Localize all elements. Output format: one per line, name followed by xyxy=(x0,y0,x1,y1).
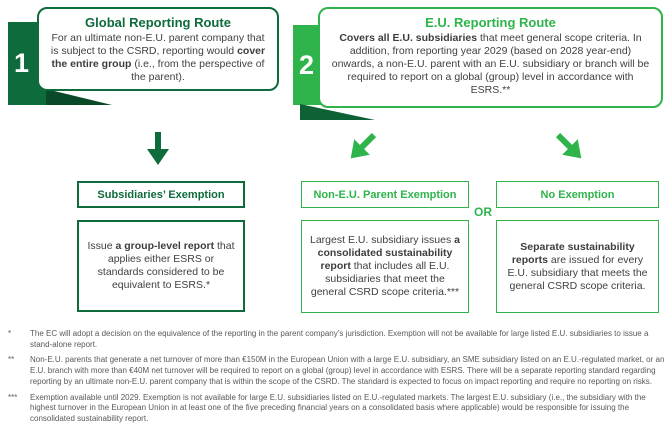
footnote-1-text: The EC will adopt a decision on the equivalence of the reporting in the parent company’s jurisdiction. Exemption will not be available for large listed E.U. subsidiaries to issue a stand-alone report. xyxy=(30,329,649,349)
route-1-ribbon-fold xyxy=(46,89,112,105)
no-exemption-label: No Exemption xyxy=(496,181,659,208)
route-2-number: 2 xyxy=(298,49,315,80)
footnote-1-marker: * xyxy=(8,329,12,338)
footnote-3-marker: *** xyxy=(8,392,18,402)
footnote-2 xyxy=(8,355,666,387)
non-eu-parent-exemption-label: Non-E.U. Parent Exemption xyxy=(301,181,469,208)
subsidiaries-exemption-label: Subsidiaries’ Exemption xyxy=(77,181,245,208)
global-reporting-route-card xyxy=(37,7,279,91)
down-arrow-icon xyxy=(146,132,170,166)
footnotes xyxy=(8,329,666,430)
eu-reporting-route-card xyxy=(318,7,663,108)
eu-reporting-route-title: E.U. Reporting Route xyxy=(425,15,556,30)
footnote-2-marker: ** xyxy=(8,355,15,365)
global-reporting-route-body: For an ultimate non-E.U. parent company that is subject to the CSRD, reporting would cover the entire group (i.e., from the perspective of the parent). xyxy=(50,32,266,83)
footnote-2-text: Non-E.U. parents that generate a net turnover of more than €150M in the European Union with a large E.U. subsidiary, an SME subsidiary listed on an E.U.-regulated market, or an E.U. branch with more than €40M net turnover will be required to report on a global (group) level in accordance with ESRS. There will be a separate reporting standard regarding reporting by an ultimate non-E.U. parent company that is within the scope of the CSRD. The standard is expected to focus on impact reporting and require no reporting on risks. xyxy=(30,355,665,386)
footnote-3 xyxy=(8,393,666,425)
down-left-arrow-icon xyxy=(350,130,374,164)
or-label: OR xyxy=(474,205,492,219)
global-reporting-route-title: Global Reporting Route xyxy=(85,15,231,30)
no-exemption-text: Separate sustainability reports are issued for every E.U. subsidiary that meets the general CSRD scope criteria. xyxy=(507,240,648,292)
subsidiaries-exemption-text: Issue a group-level report that applies either ESRS or standards considered to be equivalent to ESRS.* xyxy=(87,240,235,291)
subsidiaries-exemption-description xyxy=(77,220,245,312)
route-1-number: 1 xyxy=(13,48,30,78)
no-exemption-description xyxy=(496,220,659,313)
down-right-arrow-icon xyxy=(558,130,582,164)
eu-reporting-route-body: Covers all E.U. subsidiaries that meet general scope criteria. In addition, from reporting year 2029 (based on 2028 year-end) onwards, a non-E.U. parent with an E.U. subsidiary or branch will be required to report on a global (group) level in accordance with ESRS.** xyxy=(331,32,650,96)
footnote-3-text: Exemption available until 2029. Exemption is not available for large E.U. subsidiaries listed on E.U.-regulated markets. The largest E.U. subsidiary (i.e., the subsidiary with the highest turnover in the European Union in at least one of the five preceding financial years on a consolidated basis where applicable) would be responsible for issuing the consolidated sustainability report. xyxy=(30,392,646,423)
non-eu-parent-exemption-description xyxy=(301,220,469,313)
footnote-1 xyxy=(8,329,666,350)
non-eu-parent-exemption-text: Largest E.U. subsidiary issues a consolidated sustainability report that includes all E.U. subsidiaries that meet the general CSRD scope criteria.*** xyxy=(310,234,460,298)
